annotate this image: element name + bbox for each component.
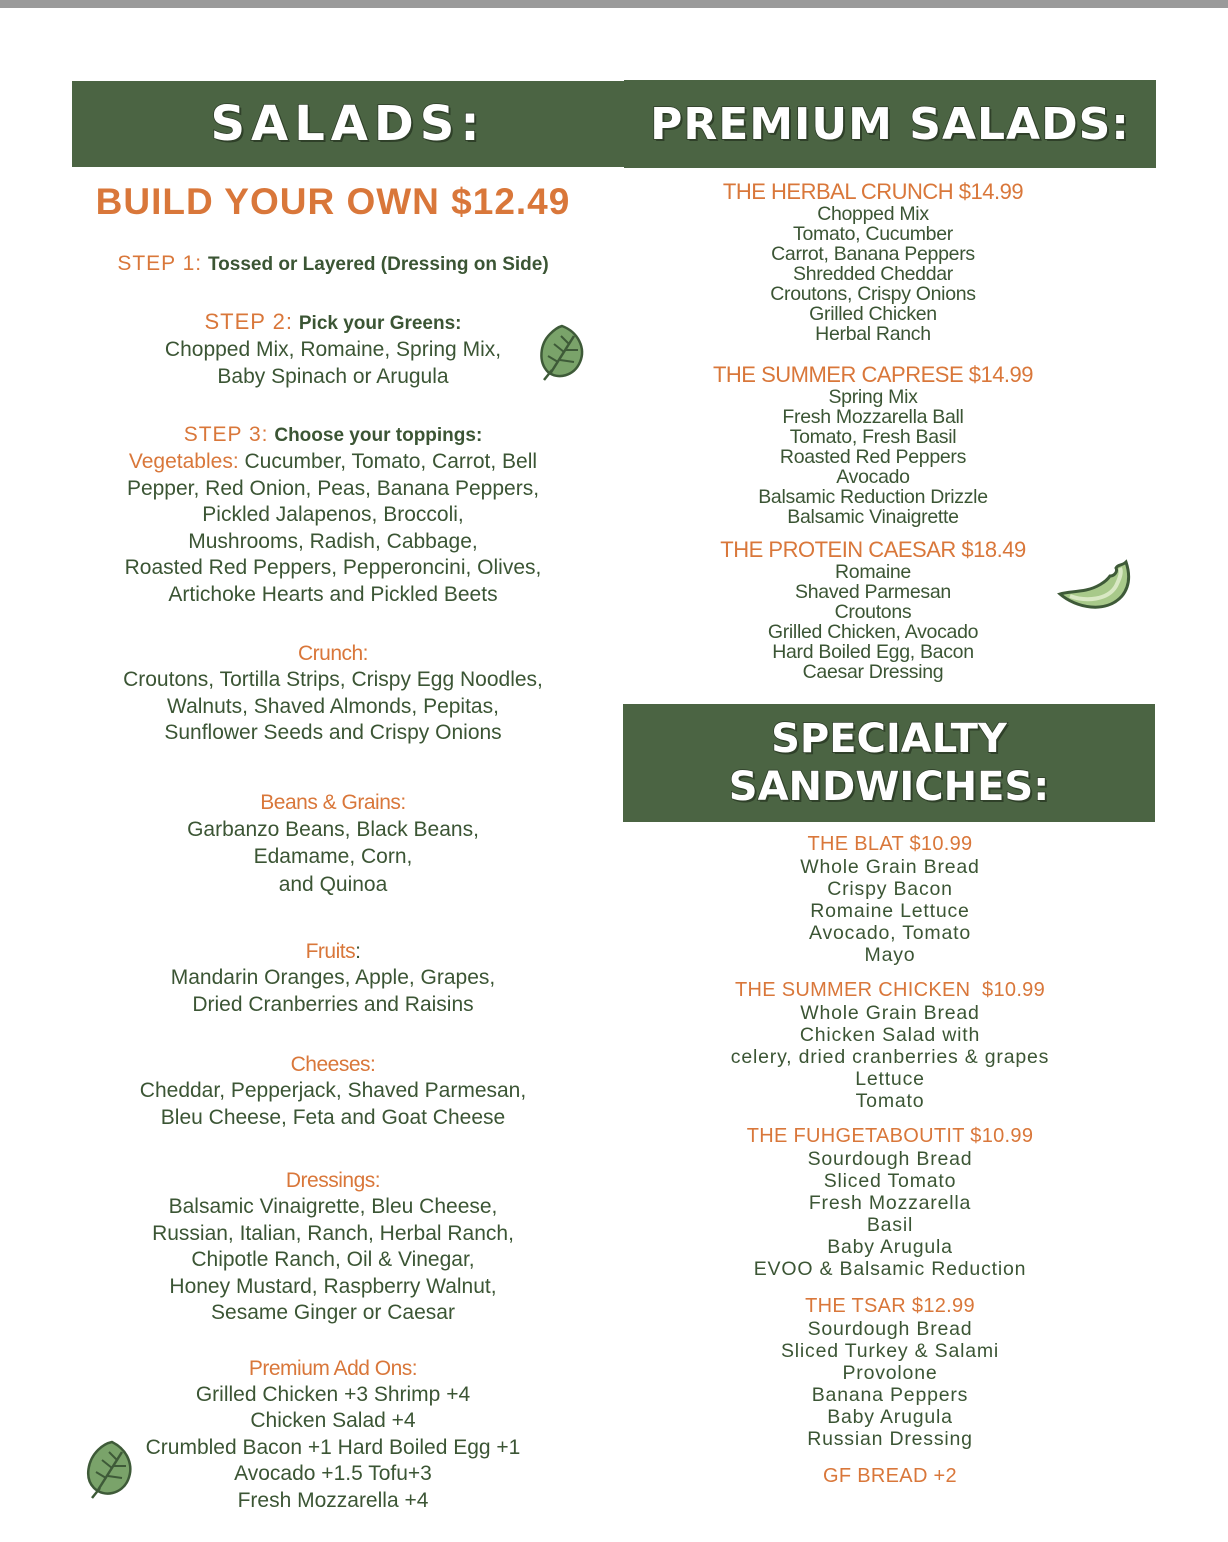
premium-item-line: Croutons, Crispy Onions — [770, 283, 976, 305]
premium-item-line: Tomato, Cucumber — [793, 223, 953, 245]
premium-item-title: THE SUMMER CAPRESE $14.99 — [712, 362, 1034, 387]
sandwich-item-title: THE FUHGETABOUTIT $10.99 — [746, 1125, 1034, 1147]
premium-item-line: Hard Boiled Egg, Bacon — [772, 641, 974, 663]
crunch-line: Croutons, Tortilla Strips, Crispy Egg Noodles, — [123, 668, 543, 691]
gf-bread-addon: GF BREAD +2 — [823, 1465, 957, 1487]
premium-banner-text: PREMIUM SALADS: — [650, 98, 1130, 150]
greens-list — [72, 337, 594, 390]
sandwich-item-line: Sourdough Bread — [807, 1148, 973, 1170]
premium-item-line: Fresh Mozzarella Ball — [782, 406, 964, 428]
vegetables-line: Cucumber, Tomato, Carrot, Bell — [238, 450, 538, 473]
dressings-line: Chipotle Ranch, Oil & Vinegar, — [191, 1248, 475, 1271]
crunch-line: Sunflower Seeds and Crispy Onions — [164, 721, 502, 744]
sandwich-item-line: Provolone — [842, 1362, 938, 1384]
vegetables-list — [72, 449, 594, 608]
crunch-line: Walnuts, Shaved Almonds, Pepitas, — [167, 694, 499, 718]
sandwich-item-line: Basil — [866, 1214, 914, 1236]
fruits-line: Mandarin Oranges, Apple, Grapes, — [170, 966, 496, 989]
sandwich-item-line: celery, dried cranberries & grapes — [730, 1046, 1050, 1068]
premium-item — [624, 180, 1122, 344]
crunch-label: Crunch: — [297, 642, 369, 665]
crunch-section — [72, 640, 594, 747]
step-3-text: Choose your toppings: — [274, 425, 483, 446]
cheeses-line: Cheddar, Pepperjack, Shaved Parmesan, — [139, 1079, 527, 1102]
sandwich-item-line: EVOO & Balsamic Reduction — [753, 1258, 1027, 1280]
beans-label: Beans & Grains: — [260, 790, 406, 814]
addons-label: Premium Add Ons: — [248, 1356, 418, 1380]
sandwich-item-line: Avocado, Tomato — [809, 922, 971, 944]
premium-item-title: THE PROTEIN CAESAR $18.49 — [720, 537, 1026, 562]
leaf-icon — [536, 322, 588, 384]
greens-line: Chopped Mix, Romaine, Spring Mix, — [164, 338, 502, 361]
step-1-text: Tossed or Layered (Dressing on Side) — [207, 254, 549, 275]
premium-item-line: Herbal Ranch — [815, 323, 931, 345]
sandwich-item-line: Whole Grain Bread — [800, 1002, 980, 1024]
sandwich-item — [624, 978, 1156, 1112]
premium-item-line: Roasted Red Peppers — [779, 446, 967, 468]
salads-banner — [72, 81, 624, 167]
sandwich-item-line: Sliced Turkey & Salami — [780, 1340, 1000, 1362]
premium-item-line: Chopped Mix — [817, 203, 929, 225]
sandwich-item — [624, 832, 1156, 966]
sandwich-item-line: Lettuce — [855, 1068, 925, 1090]
dressings-line: Sesame Ginger or Caesar — [211, 1301, 455, 1324]
fruits-colon: : — [355, 940, 361, 963]
premium-item-line: Balsamic Reduction Drizzle — [758, 486, 988, 508]
step-1-label: STEP 1: — [117, 252, 203, 275]
salads-banner-text: SALADS: — [210, 96, 486, 152]
cheeses-line: Bleu Cheese, Feta and Goat Cheese — [160, 1105, 506, 1129]
premium-item — [624, 538, 1122, 682]
premium-item — [624, 363, 1122, 527]
beans-line: and Quinoa — [278, 872, 388, 896]
sandwich-item-line: Sliced Tomato — [823, 1170, 957, 1192]
step-3-label: STEP 3: — [183, 423, 269, 446]
vegetables-line: Mushrooms, Radish, Cabbage, — [188, 529, 478, 553]
premium-add-ons-section — [72, 1355, 594, 1515]
addons-line: Fresh Mozzarella +4 — [237, 1488, 429, 1512]
specialty-sandwiches-banner — [623, 704, 1155, 822]
leaf-icon — [82, 1438, 138, 1502]
premium-item-line: Avocado — [836, 466, 910, 488]
addons-line: Grilled Chicken +3 Shrimp +4 — [195, 1382, 471, 1406]
sandwich-item-line: Crispy Bacon — [827, 878, 953, 900]
beans-line: Garbanzo Beans, Black Beans, — [187, 817, 479, 841]
premium-salads-list — [624, 180, 1122, 682]
vegetables-line: Artichoke Hearts and Pickled Beets — [168, 582, 498, 606]
sandwich-banner-line2: SANDWICHES: — [728, 764, 1050, 810]
beans-line: Edamame, Corn, — [253, 845, 413, 868]
step-2-text: Pick your Greens: — [298, 313, 462, 334]
premium-item-line: Caesar Dressing — [802, 661, 944, 683]
premium-item-line: Balsamic Vinaigrette — [787, 506, 959, 528]
greens-line: Baby Spinach or Arugula — [217, 364, 449, 388]
sandwich-banner-line1: SPECIALTY — [771, 716, 1007, 762]
dressings-label: Dressings: — [285, 1169, 381, 1192]
sandwich-banner-text — [729, 715, 1049, 811]
step-2-label: STEP 2: — [204, 309, 294, 334]
melon-slice-icon — [1056, 556, 1132, 618]
premium-item-line: Shredded Cheddar — [793, 263, 953, 285]
sandwich-item-title: THE BLAT $10.99 — [807, 833, 973, 855]
step-2 — [72, 308, 594, 390]
sandwich-item-line: Tomato — [855, 1090, 925, 1112]
sandwich-item-line: Banana Peppers — [811, 1384, 969, 1406]
sandwich-item-title: THE SUMMER CHICKEN $10.99 — [734, 979, 1046, 1001]
sandwich-item-line: Chicken Salad with — [799, 1024, 981, 1046]
addons-line: Avocado +1.5 Tofu+3 — [234, 1462, 432, 1485]
sandwich-item-line: Fresh Mozzarella — [808, 1192, 972, 1214]
premium-item-line: Grilled Chicken, Avocado — [767, 621, 979, 643]
premium-item-line: Shaved Parmesan — [795, 581, 951, 603]
sandwich-item — [624, 1294, 1156, 1450]
vegetables-line: Pepper, Red Onion, Peas, Banana Peppers, — [126, 476, 540, 500]
step-1 — [72, 250, 594, 278]
vegetables-line: Pickled Jalapenos, Broccoli, — [202, 503, 464, 526]
sandwich-item-line: Baby Arugula — [827, 1236, 953, 1258]
vegetables-line: Roasted Red Peppers, Pepperoncini, Olives, — [124, 556, 542, 579]
premium-item-line: Grilled Chicken — [809, 303, 937, 325]
beans-grains-section — [72, 789, 594, 899]
sandwich-item-line: Whole Grain Bread — [800, 856, 980, 878]
cheeses-label: Cheeses: — [290, 1053, 376, 1076]
addons-line: Crumbled Bacon +1 Hard Boiled Egg +1 — [145, 1435, 521, 1459]
premium-item-line: Romaine — [835, 561, 911, 583]
sandwich-item-line: Baby Arugula — [827, 1406, 953, 1428]
premium-item-line: Carrot, Banana Peppers — [771, 243, 975, 265]
premium-salads-banner — [624, 80, 1156, 168]
sandwich-item-line: Romaine Lettuce — [810, 900, 970, 922]
dressings-line: Russian, Italian, Ranch, Herbal Ranch, — [152, 1221, 514, 1245]
vegetables-label: Vegetables: — [128, 450, 239, 473]
sandwiches-list — [624, 832, 1156, 1488]
sandwich-item-line: Mayo — [864, 944, 916, 966]
top-border — [0, 0, 1228, 8]
build-your-own-title: BUILD YOUR OWN $12.49 — [95, 181, 571, 222]
premium-item-line: Spring Mix — [828, 386, 918, 408]
addons-line: Chicken Salad +4 — [250, 1409, 416, 1432]
dressings-section — [72, 1167, 594, 1327]
build-your-own-section — [72, 180, 594, 1514]
fruits-line: Dried Cranberries and Raisins — [192, 992, 474, 1016]
dressings-line: Honey Mustard, Raspberry Walnut, — [169, 1274, 497, 1298]
sandwich-item-title: THE TSAR $12.99 — [805, 1295, 975, 1317]
dressings-line: Balsamic Vinaigrette, Bleu Cheese, — [168, 1195, 498, 1218]
cheeses-section — [72, 1051, 594, 1131]
premium-item-title: THE HERBAL CRUNCH $14.99 — [722, 179, 1024, 204]
premium-item-line: Tomato, Fresh Basil — [789, 426, 957, 448]
sandwich-item-line: Sourdough Bread — [807, 1318, 973, 1340]
premium-item-line: Croutons — [834, 601, 912, 623]
sandwich-item — [624, 1124, 1156, 1280]
step-3 — [72, 421, 594, 608]
fruits-label: Fruits — [305, 940, 356, 963]
sandwich-item-line: Russian Dressing — [807, 1428, 973, 1450]
fruits-section — [72, 938, 594, 1018]
